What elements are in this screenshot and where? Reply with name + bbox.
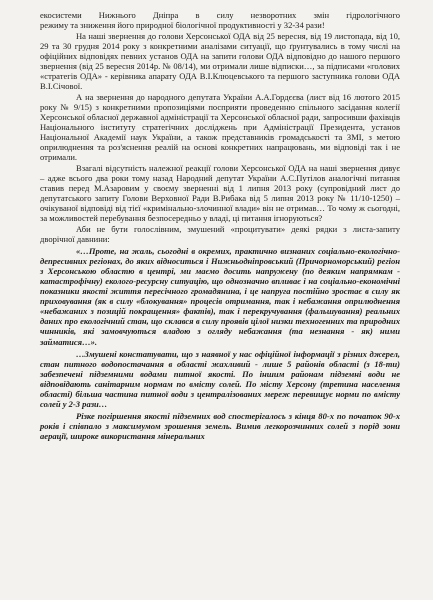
paragraph-text: Взагалі відсутність належної реакції голови Херсонської ОДА на наші звернення дивує – адже всього два роки тому назад Народний депутат України А.С.Путілов аналогічні питання ставив перед М.Азаровим у своєму зверненні від 1 липня 2013 року (супровідний лист до депутатського запиту Голови Верховної Ради В.Рибака від 5 липня 2013 року № 11/10-1250) – очікуваної відповіді від тієї «кримінально-злочинної влади» він не отримав… То чому ж сьогодні, за можливостей перебування безпосередньо у владі, ці питання ігноруються? <box>40 163 400 224</box>
paragraph-text: …Змушені констатувати, що з наявної у нас офіційної інформації з різних джерел, стан питного водопостачання в області жахливий - лише 5 районів області (з 18-ти) забезпечені підземними водами питної якості. По іншим районам підземні води не відповідають санітарним нормам по вмісту солей. По місту Херсону (третина населення області) більша частина питної води з централізованих мереж перевищує норми по вмісту солей у 2-3 рази… <box>40 348 400 409</box>
paragraph <box>40 224 400 244</box>
paragraph <box>40 163 400 223</box>
paragraph <box>40 31 400 91</box>
paragraph-text: Різке погіршення якості підземних вод спостерігалось з кінця 80-х по початок 90-х років і співпало з максимумом зрошення земель. Вимив легкорозчинних солей з порід зони аерації, широке використання мінеральних <box>40 410 400 441</box>
quote-paragraph <box>40 411 400 441</box>
paragraph <box>40 10 400 30</box>
paragraph-text: Аби не бути голослівним, змушений «процитувати» деякі рядки з листа-запиту дворічної давнини: <box>40 224 400 245</box>
paragraph-text: А на звернення до народного депутата України А.А.Гордєєва (лист від 16 лютого 2015 року № 9/15) з конкретними пропозиціями посприяти проведенню спільного засідання колегії Херсонської обласної державної адміністрації та Херсонської обласної ради, запросивши фахівців Національного інституту стратегічних досліджень при Адміністрації Президента, установ Національної Академії наук України, а також представників громадськості та ЗМІ, з метою оприлюднення та роз'яснення реалій на основі конкретних напрацювань, ми відповіді так і не отримали. <box>40 92 400 163</box>
quote-paragraph <box>40 349 400 409</box>
document-body <box>40 10 400 441</box>
quote-paragraph <box>40 246 400 346</box>
text-line: режиму та зниження його природної біологічної продуктивності у 32-34 рази! <box>40 20 325 31</box>
paragraph-text: «…Проте, на жаль, сьогодні в окремих, практично визнаних соціально-екологічно-депресивних регіонах, до яких відноситься і Нижньодніпровський (Причорноморський) регіон з Херсонською областю в центрі, ми маємо досить напружену (по деяким напрямкам - катастрофічну) еколого-ресурсну ситуацію, що однозначно впливає і на соціально-економічні показники якості життя пересічного громадянина, і це напруга постійно зростає в силу як приховування (як в силу «блокування» процесів отримання, так і небажання оприлюднення «небажаних з позицій покращення» фактів), так і перекручування (фальшування) реальних даних про екологічний стан, що склався в силу проявів цілої низки техногенних та природних чинників, які замовчуються владою з огляду небажання (та незнання - як) ними займатися…». <box>40 246 400 347</box>
paragraph <box>40 92 400 162</box>
text-line: екосистеми Нижнього Дніпра в силу незворотних змін гідрологічного <box>40 10 400 20</box>
paragraph-text: На наші звернення до голови Херсонської ОДА від 25 вересня, від 19 листопада, від 10, 29 та 30 грудня 2014 року з конкретними аналізами ситуації, що ґрунтувались в тому числі на офіційних відповідях певних установ ОДА на запити голови ОДА відповідно до нашого першого звернення (від 25 вересня 2014р. № 08/14), ми отримали лише відписки…, за підписами «голових «стратегів ОДА» - керівника апарату ОДА В.І.Клюцевського та першого заступника голови ОДА В.І.Січової. <box>40 31 400 92</box>
